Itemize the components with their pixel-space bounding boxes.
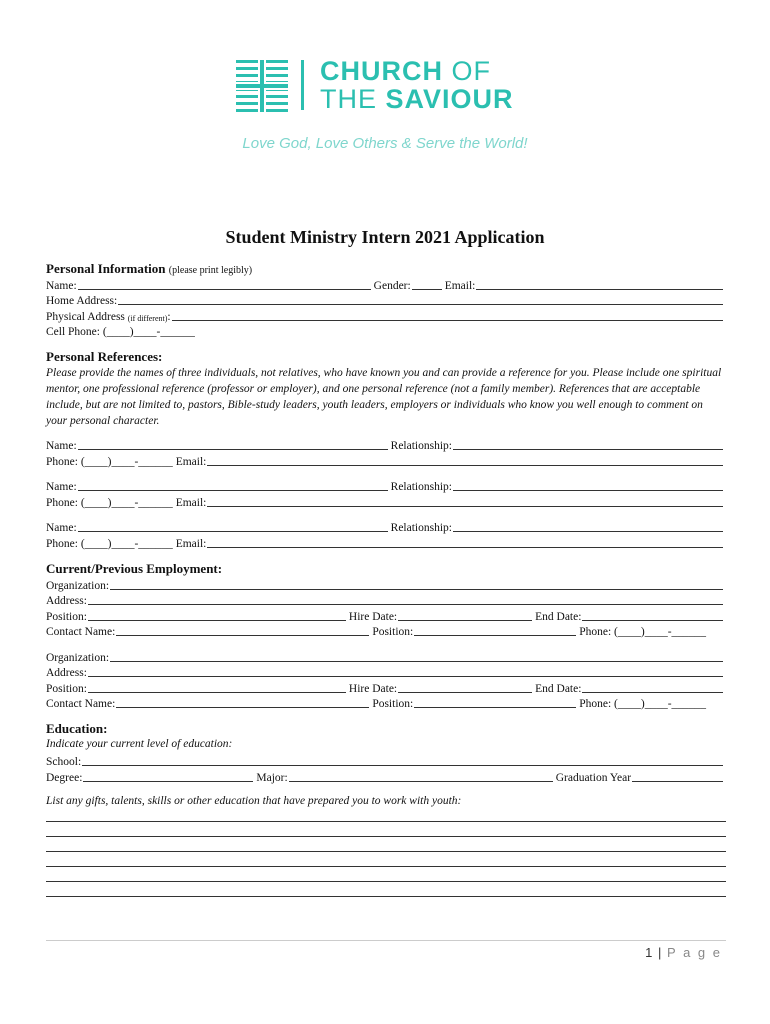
home-address-field[interactable]: [118, 292, 723, 305]
reference-1-relationship-field[interactable]: [453, 437, 723, 450]
education-heading: Education:: [46, 721, 108, 736]
reference-3-relationship-field[interactable]: [453, 519, 723, 532]
employment-2-contact-row: Contact Name: Position: Phone: (____)____-______: [46, 695, 726, 710]
cell-phone-field[interactable]: Cell Phone: (____)____-______: [46, 326, 195, 338]
employment-1-organization-field[interactable]: [110, 577, 723, 590]
references-heading: Personal References:: [46, 349, 163, 364]
employment-1-hire-date-field[interactable]: [398, 608, 532, 621]
employment-1-end-date-field[interactable]: [582, 608, 723, 621]
employment-2-organization-row: Organization:: [46, 649, 726, 664]
reference-2-name-field[interactable]: [78, 478, 388, 491]
personal-name-row: Name: Gender: Email:: [46, 277, 726, 292]
employment-1-position-field[interactable]: [88, 608, 346, 621]
church-logo-icon: [236, 60, 288, 112]
school-row: School:: [46, 753, 726, 768]
reference-1-phone-field[interactable]: Phone: (____)____-______: [46, 456, 173, 468]
personal-info-heading: Personal Information (please print legibly): [46, 261, 253, 276]
footer-separator: |: [658, 945, 663, 960]
reference-2-relationship-field[interactable]: [453, 478, 723, 491]
gifts-answer-line[interactable]: [46, 836, 726, 837]
employment-1-address-row: Address:: [46, 592, 726, 607]
reference-1-phone-row: Phone: (____)____-______ Email:: [46, 453, 726, 468]
employment-1-organization-row: Organization:: [46, 577, 726, 592]
gender-field[interactable]: [412, 277, 442, 290]
reference-3-name-row: Name: Relationship:: [46, 519, 726, 534]
logo-text-line1: CHURCH OF: [320, 56, 491, 86]
home-address-row: Home Address:: [46, 292, 726, 307]
graduation-year-field[interactable]: [632, 769, 723, 782]
employment-2-organization-field[interactable]: [110, 649, 723, 662]
footer-divider: [46, 940, 726, 941]
employment-heading: Current/Previous Employment:: [46, 561, 223, 576]
physical-address-row: Physical Address (if different) :: [46, 308, 726, 323]
employment-1-contact-row: Contact Name: Position: Phone: (____)____-______: [46, 623, 726, 638]
page-footer: [645, 945, 722, 960]
reference-3-phone-field[interactable]: Phone: (____)____-______: [46, 538, 173, 550]
employment-1-phone-field[interactable]: Phone: (____)____-______: [579, 626, 707, 638]
page-title: Student Ministry Intern 2021 Application: [225, 227, 545, 247]
employment-2-address-row: Address:: [46, 664, 726, 679]
reference-3-phone-row: Phone: (____)____-______ Email:: [46, 535, 726, 550]
reference-1-name-row: Name: Relationship:: [46, 437, 726, 452]
reference-1-name-field[interactable]: [78, 437, 388, 450]
employment-2-hire-date-field[interactable]: [398, 680, 532, 693]
employment-1-contact-name-field[interactable]: [116, 623, 369, 636]
gifts-answer-line[interactable]: [46, 851, 726, 852]
employment-1-position-row: Position: Hire Date: End Date:: [46, 608, 726, 623]
employment-2-contact-name-field[interactable]: [116, 695, 369, 708]
tagline: Love God, Love Others & Serve the World!: [242, 135, 528, 152]
references-instructions: Please provide the names of three individuals, not relatives, who have known you and can provide a reference for you. Please include one spiritual mentor, one professional reference (professor or employer), and one personal reference (not a family member). References that are acceptable include, but are not limited to, pastors, Bible-study leaders, youth leaders, employers or individuals who know you well enough to comment on your personal character.: [46, 367, 722, 427]
reference-2-email-field[interactable]: [207, 494, 723, 507]
cell-phone-row: [46, 323, 726, 338]
gifts-answer-line[interactable]: [46, 896, 726, 897]
school-field[interactable]: [82, 753, 723, 766]
gifts-prompt: List any gifts, talents, skills or other education that have prepared you to work with youth:: [46, 795, 462, 807]
reference-2-phone-field[interactable]: Phone: (____)____-______: [46, 497, 173, 509]
physical-address-field[interactable]: [172, 308, 723, 321]
degree-field[interactable]: [83, 769, 253, 782]
employment-2-contact-position-field[interactable]: [414, 695, 576, 708]
reference-3-name-field[interactable]: [78, 519, 388, 532]
employment-2-address-field[interactable]: [88, 664, 723, 677]
degree-row: Degree: Major: Graduation Year: [46, 769, 726, 784]
employment-2-end-date-field[interactable]: [582, 680, 723, 693]
major-field[interactable]: [289, 769, 553, 782]
employment-1-address-field[interactable]: [88, 592, 723, 605]
page-word: P a g e: [667, 945, 722, 960]
reference-3-email-field[interactable]: [207, 535, 723, 548]
logo-divider: [301, 60, 304, 110]
reference-1-email-field[interactable]: [207, 453, 723, 466]
reference-2-phone-row: Phone: (____)____-______ Email:: [46, 494, 726, 509]
education-instruction: Indicate your current level of education:: [46, 738, 233, 750]
employment-2-position-row: Position: Hire Date: End Date:: [46, 680, 726, 695]
employment-2-position-field[interactable]: [88, 680, 346, 693]
gifts-answer-line[interactable]: [46, 881, 726, 882]
page-number: 1: [645, 945, 654, 960]
employment-2-phone-field[interactable]: Phone: (____)____-______: [579, 698, 707, 710]
logo-text-line2: THE SAVIOUR: [320, 84, 514, 114]
gifts-answer-line[interactable]: [46, 866, 726, 867]
name-field[interactable]: [78, 277, 371, 290]
gifts-answer-line[interactable]: [46, 821, 726, 822]
employment-1-contact-position-field[interactable]: [414, 623, 576, 636]
reference-2-name-row: Name: Relationship:: [46, 478, 726, 493]
email-field[interactable]: [476, 277, 723, 290]
